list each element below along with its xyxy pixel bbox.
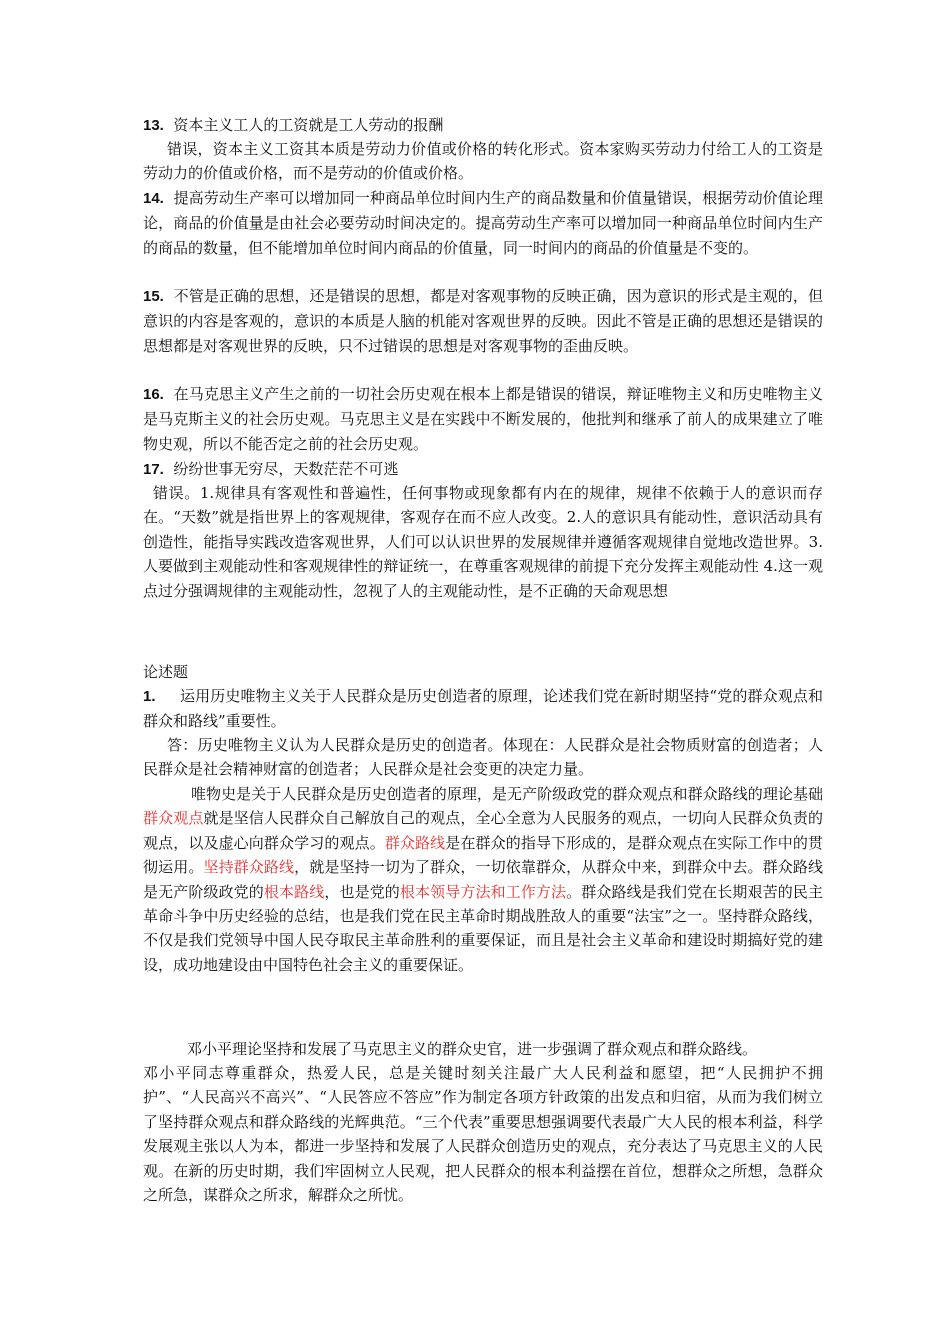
q17-answer: 错误。1.规律具有客观性和普遍性，任何事物或现象都有内在的规律，规律不依赖于人的意识而存在。“天数”就是指世界上的客观规律，客观存在而不应人改变。2.人的意识具有能动性，意识活动具有创造性，能指导实践改造客观世界，人们可以认识世界的发展规律并遵循客观规律自觉地改造世界。3.人要做到主观能动性和客观规律性的辩证统一，在尊重客观规律的前提下充分发挥主观能动性 4.这一观点过分强调规律的主观能动性，忽视了人的主观能动性，是不正确的天命观思想 — [143, 484, 823, 600]
essay-heading: 论述题 — [143, 663, 189, 681]
essay-paragraph-3: 邓小平同志尊重群众，热爱人民，总是关键时刻关注最广大人民利益和愿望，把“人民拥护不拥护”、“人民高兴不高兴”、“人民答应不答应”作为制定各项方针政策的出发点和归宿，从而为我们树立了坚持群众观点和群众路线的光辉典范。“三个代表”重要思想强调要代表最广大人民的根本利益，科学发展观主张以人为本，都进一步坚持和发展了人民群众创造历史的观点，充分表达了马克思主义的人民观。在新的历史时期，我们牢固树立人民观，把人民群众的根本利益摆在首位，想群众之所想，急群众之所急，谋群众之所求，解群众之所忧。 — [143, 1064, 823, 1205]
p2-text-4: ，就是坚持一切为了群众，一切依靠群众，从群众中来，到群众中去。群众路线是无产阶级政党的 — [143, 858, 823, 901]
essay-paragraph-2 — [143, 782, 823, 977]
p2-text-5: ，也是党的 — [324, 882, 400, 901]
essay-q1-text: 运用历史唯物主义关于人民群众是历史创造者的原理，论述我们党在新时期坚持“党的群众观点和群众和路线”重要性。 — [143, 687, 823, 731]
essay-answer-intro: 答：历史唯物主义认为人民群众是历史的创造者。体现在：人民群众是社会物质财富的创造者；人民群众是社会精神财富的创造者；人民群众是社会变更的决定力量。 — [143, 736, 823, 779]
q13-answer: 错误，资本主义工资其本质是劳动力价值或价格的转化形式。资本家购买劳动力付给工人的工资是劳动力的价值或价格，而不是劳动的价值或价格。 — [143, 140, 823, 183]
q16-text: 在马克思主义产生之前的一切社会历史观在根本上都是错误的错误，辩证唯物主义和历史唯物主义是马克斯主义的社会历史观。马克思主义是在实践中不断发展的，他批判和继承了前人的成果建立了唯物史观，所以不能否定之前的社会历史观。 — [143, 385, 823, 453]
highlight-adhere-mass-line: 坚持群众路线 — [203, 858, 295, 877]
highlight-mass-line: 群众路线 — [384, 833, 446, 852]
q14-item — [143, 186, 823, 260]
q15-item — [143, 284, 823, 358]
q13-title — [143, 113, 823, 138]
q13-title-text: 资本主义工人的工资就是工人劳动的报酬 — [173, 116, 444, 134]
q16-item — [143, 382, 823, 456]
q14-text: 提高劳动生产率可以增加同一种商品单位时间内生产的商品数量和价值量错误，根据劳动价值论理论，商品的价值量是由社会必要劳动时间决定的。提高劳动生产率可以增加同一种商品单位时间内生产的商品的数量，但不能增加单位时间内商品的价值量，同一时间内的商品的价值量是不变的。 — [143, 189, 823, 257]
essay-paragraph-3-line1: 邓小平理论坚持和发展了马克思主义的群众史官，进一步强调了群众观点和群众路线。 — [187, 1040, 758, 1058]
highlight-mass-viewpoint: 群众观点 — [143, 809, 204, 828]
q16-number: 16. — [143, 386, 164, 403]
highlight-fundamental-line: 根本路线 — [263, 882, 325, 901]
q17-number: 17. — [143, 461, 164, 478]
p2-text-1: 唯物史是关于人民群众是历史创造者的原理，是无产阶级政党的群众观点和群众路线的理论基础 — [191, 785, 823, 803]
q14-number: 14. — [143, 190, 164, 207]
p2-text-6: 。群众路线是我们党在长期艰苦的民主革命斗争中历史经验的总结，也是我们党在民主革命时期战胜敌人的重要“法宝”之一。坚持群众路线，不仅是我们党领导中国人民夺取民主革命胜利的重要保证，而且是社会主义革命和建设时期搞好党的建设，成功地建设由中国特色社会主义的重要保证。 — [143, 882, 823, 974]
q17-title — [143, 457, 823, 482]
q15-number: 15. — [143, 288, 164, 305]
p2-text-2: 就是坚信人民群众自己解放自己的观点，全心全意为人民服务的观点，一切向人民群众负责的观点，以及虚心向群众学习的观点。 — [143, 809, 823, 852]
highlight-leadership-method: 根本领导方法和工作方法 — [399, 882, 567, 901]
q17-title-text: 纷纷世事无穷尽，天数茫茫不可逃 — [173, 460, 399, 478]
p2-text-3: 是在群众的指导下形成的，是群众观点在实际工作中的贯彻运用。 — [143, 833, 823, 877]
essay-q1 — [143, 684, 823, 734]
q15-text: 不管是正确的思想，还是错误的思想，都是对客观事物的反映正确，因为意识的形式是主观的，但意识的内容是客观的，意识的本质是人脑的机能对客观世界的反映。因此不管是正确的思想还是错误的思想都是对客观世界的反映，只不过错误的思想是对客观事物的歪曲反映。 — [143, 287, 823, 355]
q13-number: 13. — [143, 117, 164, 134]
essay-q1-number: 1. — [143, 688, 156, 705]
